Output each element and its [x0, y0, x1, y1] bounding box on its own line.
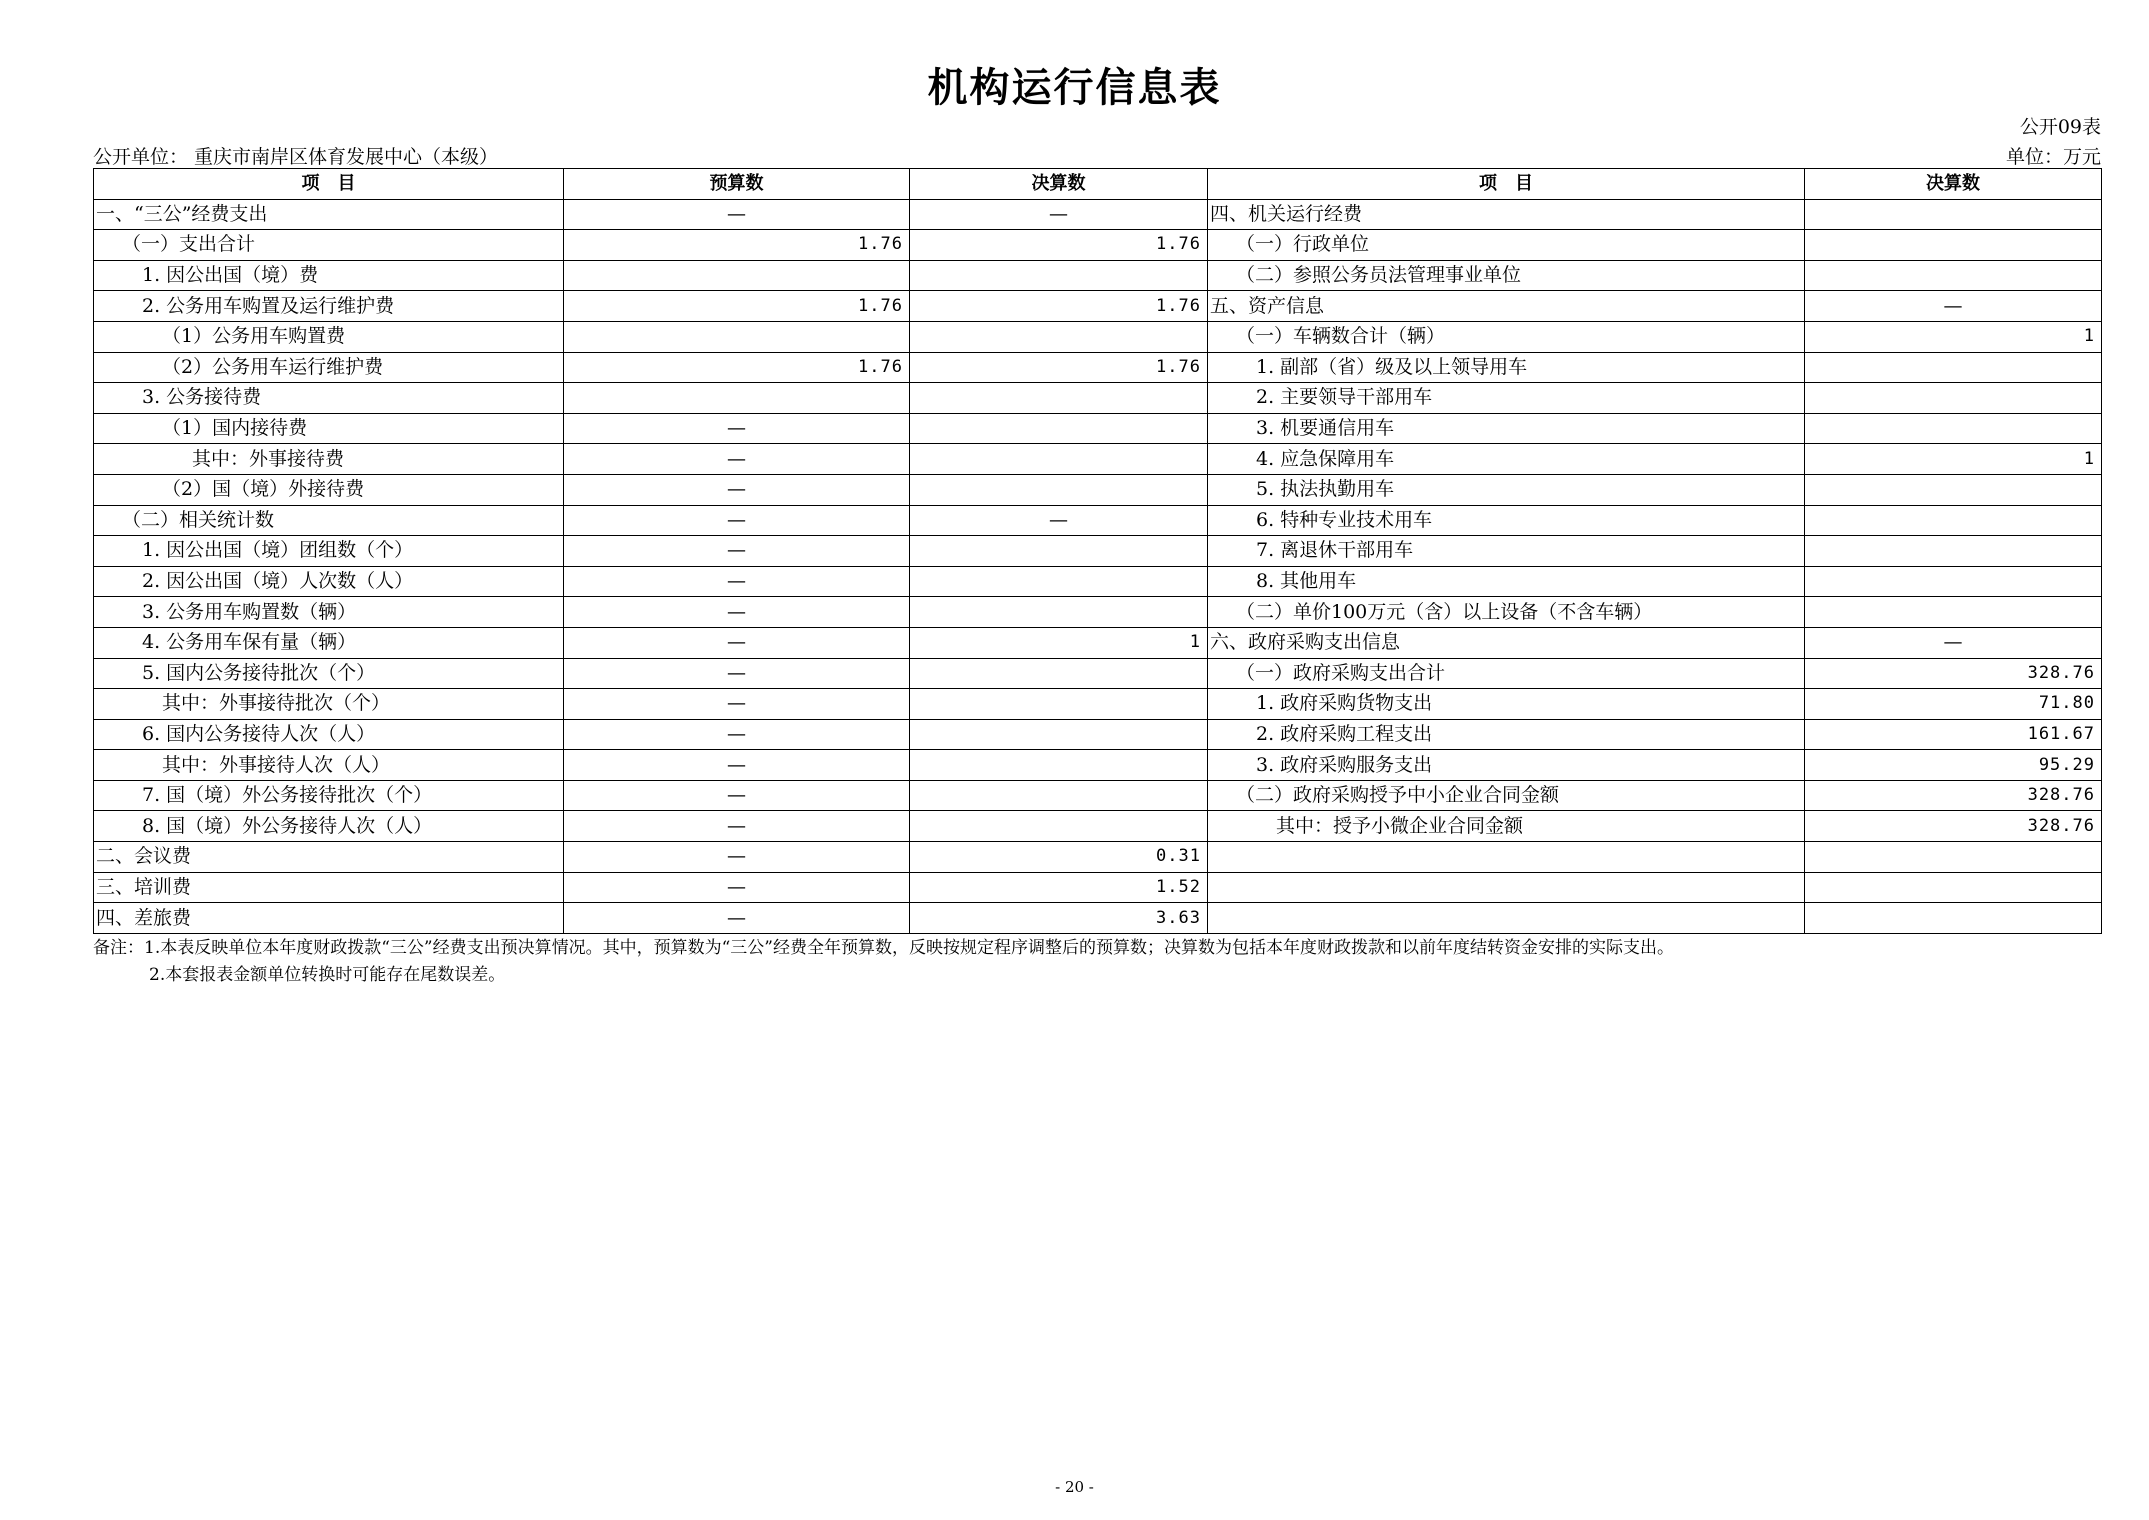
final-value-left — [910, 750, 1208, 781]
page-number: - 20 - — [1055, 1478, 1094, 1496]
budget-value: 1.76 — [564, 230, 910, 261]
final-value-right — [1805, 383, 2102, 414]
budget-value: — — [564, 842, 910, 873]
final-value-right: — — [1805, 291, 2102, 322]
row-label-left: 3. 公务接待费 — [94, 383, 564, 414]
final-value-right — [1805, 413, 2102, 444]
table-row — [94, 291, 2102, 322]
header-final-right: 决算数 — [1805, 169, 2102, 200]
table-row — [94, 260, 2102, 291]
budget-value — [564, 383, 910, 414]
final-value-left: 1 — [910, 627, 1208, 658]
table-body — [94, 199, 2102, 933]
row-label-right: 5. 执法执勤用车 — [1208, 474, 1805, 505]
row-label-right: 4. 应急保障用车 — [1208, 444, 1805, 475]
final-value-left — [910, 597, 1208, 628]
budget-value: — — [564, 719, 910, 750]
final-value-right: 71.80 — [1805, 689, 2102, 720]
row-label-left: 其中：外事接待人次（人） — [94, 750, 564, 781]
row-label-left: （2）国（境）外接待费 — [94, 474, 564, 505]
row-label-left: 5. 国内公务接待批次（个） — [94, 658, 564, 689]
table-row — [94, 505, 2102, 536]
row-label-left: 6. 国内公务接待人次（人） — [94, 719, 564, 750]
budget-value: 1.76 — [564, 291, 910, 322]
row-label-right: 2. 政府采购工程支出 — [1208, 719, 1805, 750]
note-line: 2.本套报表金额单位转换时可能存在尾数误差。 — [149, 965, 506, 985]
budget-value: — — [564, 627, 910, 658]
budget-value: — — [564, 566, 910, 597]
final-value-right — [1805, 230, 2102, 261]
row-label-right: （二）单价100万元（含）以上设备（不含车辆） — [1208, 597, 1805, 628]
table-row — [94, 321, 2102, 352]
table-row — [94, 383, 2102, 414]
row-label-left: 4. 公务用车保有量（辆） — [94, 627, 564, 658]
final-value-left — [910, 474, 1208, 505]
final-value-left: — — [910, 199, 1208, 230]
final-value-left — [910, 260, 1208, 291]
table-row — [94, 872, 2102, 903]
row-label-right: 六、政府采购支出信息 — [1208, 627, 1805, 658]
final-value-left — [910, 566, 1208, 597]
table-row — [94, 352, 2102, 383]
row-label-right: 1. 政府采购货物支出 — [1208, 689, 1805, 720]
table-row — [94, 780, 2102, 811]
table-row — [94, 536, 2102, 567]
final-value-right — [1805, 199, 2102, 230]
final-value-left: 1.76 — [910, 352, 1208, 383]
final-value-right: 1 — [1805, 444, 2102, 475]
table-row — [94, 903, 2102, 934]
row-label-right: 四、机关运行经费 — [1208, 199, 1805, 230]
budget-value: — — [564, 505, 910, 536]
budget-value: — — [564, 474, 910, 505]
row-label-left: 四、差旅费 — [94, 903, 564, 934]
row-label-left: 1. 因公出国（境）团组数（个） — [94, 536, 564, 567]
final-value-right: 328.76 — [1805, 658, 2102, 689]
budget-value: — — [564, 689, 910, 720]
table-row — [94, 719, 2102, 750]
row-label-left: 三、培训费 — [94, 872, 564, 903]
row-label-left: 其中：外事接待费 — [94, 444, 564, 475]
table-row — [94, 597, 2102, 628]
row-label-left: 8. 国（境）外公务接待人次（人） — [94, 811, 564, 842]
currency-unit: 单位：万元 — [2005, 146, 2101, 168]
final-value-left: 0.31 — [910, 842, 1208, 873]
info-table — [93, 168, 2102, 934]
final-value-right: 1 — [1805, 321, 2102, 352]
final-value-right — [1805, 474, 2102, 505]
budget-value: — — [564, 872, 910, 903]
reporting-unit: 公开单位： 重庆市南岸区体育发展中心（本级） — [93, 146, 499, 168]
final-value-right — [1805, 566, 2102, 597]
final-value-left — [910, 811, 1208, 842]
row-label-right: 3. 机要通信用车 — [1208, 413, 1805, 444]
row-label-left: 1. 因公出国（境）费 — [94, 260, 564, 291]
budget-value: — — [564, 597, 910, 628]
final-value-right — [1805, 260, 2102, 291]
row-label-right: 7. 离退休干部用车 — [1208, 536, 1805, 567]
final-value-left: 3.63 — [910, 903, 1208, 934]
row-label-left: （一）支出合计 — [94, 230, 564, 261]
row-label-right: 3. 政府采购服务支出 — [1208, 750, 1805, 781]
row-label-left: （1）公务用车购置费 — [94, 321, 564, 352]
row-label-right: 1. 副部（省）级及以上领导用车 — [1208, 352, 1805, 383]
note-line: 备注：1.本表反映单位本年度财政拨款“三公”经费支出预决算情况。其中，预算数为“三公”经费全年预算数，反映按规定程序调整后的预算数；决算数为包括本年度财政拨款和以前年度结转资金安排的实际支出。 — [93, 938, 1674, 958]
row-label-left: 一、“三公”经费支出 — [94, 199, 564, 230]
final-value-right — [1805, 842, 2102, 873]
table-row — [94, 750, 2102, 781]
budget-value: — — [564, 750, 910, 781]
table-row — [94, 689, 2102, 720]
budget-value: 1.76 — [564, 352, 910, 383]
budget-value — [564, 321, 910, 352]
budget-value: — — [564, 413, 910, 444]
table-row — [94, 199, 2102, 230]
table-row — [94, 230, 2102, 261]
budget-value: — — [564, 903, 910, 934]
final-value-right: 95.29 — [1805, 750, 2102, 781]
table-row — [94, 627, 2102, 658]
table-header-row — [94, 169, 2102, 200]
final-value-left — [910, 658, 1208, 689]
final-value-right — [1805, 597, 2102, 628]
budget-value: — — [564, 199, 910, 230]
budget-value: — — [564, 780, 910, 811]
final-value-right: 328.76 — [1805, 811, 2102, 842]
final-value-right: — — [1805, 627, 2102, 658]
budget-value: — — [564, 811, 910, 842]
row-label-right — [1208, 903, 1805, 934]
table-row — [94, 842, 2102, 873]
row-label-left: （2）公务用车运行维护费 — [94, 352, 564, 383]
row-label-left: 二、会议费 — [94, 842, 564, 873]
page-title: 机构运行信息表 — [927, 65, 1222, 111]
final-value-right — [1805, 352, 2102, 383]
final-value-left: — — [910, 505, 1208, 536]
table-row — [94, 566, 2102, 597]
header-item-right: 项 目 — [1208, 169, 1805, 200]
final-value-right: 161.67 — [1805, 719, 2102, 750]
row-label-right: （二）参照公务员法管理事业单位 — [1208, 260, 1805, 291]
row-label-right: 其中：授予小微企业合同金额 — [1208, 811, 1805, 842]
budget-value: — — [564, 536, 910, 567]
table-row — [94, 658, 2102, 689]
row-label-left: （二）相关统计数 — [94, 505, 564, 536]
table-row — [94, 474, 2102, 505]
row-label-left: 2. 因公出国（境）人次数（人） — [94, 566, 564, 597]
final-value-left: 1.76 — [910, 230, 1208, 261]
final-value-left — [910, 719, 1208, 750]
final-value-right — [1805, 903, 2102, 934]
header-final-left: 决算数 — [910, 169, 1208, 200]
row-label-right: 8. 其他用车 — [1208, 566, 1805, 597]
notes — [93, 935, 1674, 989]
final-value-left: 1.76 — [910, 291, 1208, 322]
budget-value — [564, 260, 910, 291]
budget-value: — — [564, 658, 910, 689]
row-label-right — [1208, 842, 1805, 873]
table-row — [94, 444, 2102, 475]
row-label-right: 五、资产信息 — [1208, 291, 1805, 322]
form-number: 公开09表 — [2019, 116, 2101, 138]
row-label-right: 2. 主要领导干部用车 — [1208, 383, 1805, 414]
row-label-right: （一）车辆数合计（辆） — [1208, 321, 1805, 352]
final-value-left — [910, 689, 1208, 720]
header-item-left: 项 目 — [94, 169, 564, 200]
table-row — [94, 811, 2102, 842]
row-label-right: （一）行政单位 — [1208, 230, 1805, 261]
row-label-left: 3. 公务用车购置数（辆） — [94, 597, 564, 628]
final-value-left — [910, 536, 1208, 567]
final-value-left — [910, 321, 1208, 352]
row-label-left: 7. 国（境）外公务接待批次（个） — [94, 780, 564, 811]
row-label-right: 6. 特种专业技术用车 — [1208, 505, 1805, 536]
final-value-right — [1805, 505, 2102, 536]
row-label-left: （1）国内接待费 — [94, 413, 564, 444]
row-label-left: 2. 公务用车购置及运行维护费 — [94, 291, 564, 322]
row-label-right: （一）政府采购支出合计 — [1208, 658, 1805, 689]
final-value-right: 328.76 — [1805, 780, 2102, 811]
header-budget: 预算数 — [564, 169, 910, 200]
final-value-left — [910, 383, 1208, 414]
row-label-right: （二）政府采购授予中小企业合同金额 — [1208, 780, 1805, 811]
final-value-left — [910, 444, 1208, 475]
row-label-left: 其中：外事接待批次（个） — [94, 689, 564, 720]
final-value-left: 1.52 — [910, 872, 1208, 903]
final-value-left — [910, 780, 1208, 811]
final-value-left — [910, 413, 1208, 444]
table-row — [94, 413, 2102, 444]
row-label-right — [1208, 872, 1805, 903]
final-value-right — [1805, 872, 2102, 903]
budget-value: — — [564, 444, 910, 475]
final-value-right — [1805, 536, 2102, 567]
